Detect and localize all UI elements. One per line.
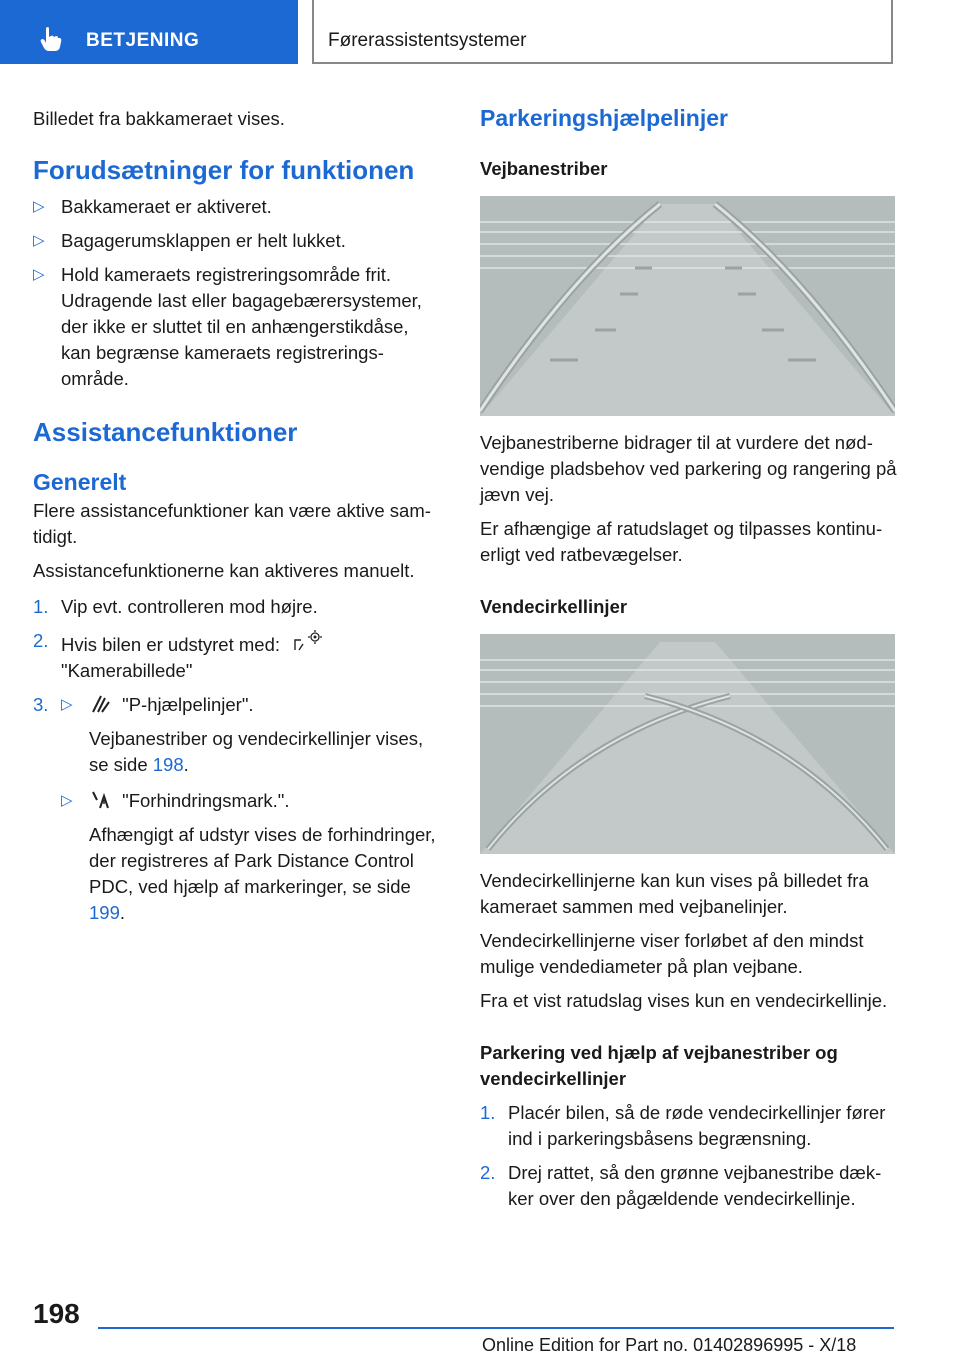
hand-pointer-icon	[40, 26, 62, 52]
sub-item-body	[89, 726, 443, 778]
lane-lines-image	[480, 196, 895, 416]
triangle-bullet-icon: ▷	[33, 198, 45, 215]
step-text	[61, 628, 443, 684]
camera-image-icon	[291, 628, 325, 654]
step-1	[33, 594, 443, 620]
turning-circle-text-3: Fra et vist ratudslag vises kun en vendecirkellinje.	[480, 990, 888, 1011]
parking-guides-heading: Parkeringshjælpelinjer	[480, 105, 728, 131]
step-3	[33, 692, 443, 926]
turning-circle-subheading: Vendecirkellinjer	[480, 596, 628, 617]
sub-item	[61, 692, 443, 778]
lane-lines-subheading: Vejbanestriber	[480, 158, 608, 179]
left-column	[33, 100, 443, 926]
list-item-text: Bakkameraet er aktiveret.	[61, 196, 272, 217]
step-number: 1.	[33, 596, 49, 617]
turning-circle-text-2: Vendecirkellinjerne viser forløbet af den mindst mulige vendediameter på plan vejbane.	[480, 930, 864, 977]
step-text-b: "Kamerabillede"	[61, 660, 193, 681]
step-number: 3.	[33, 694, 49, 715]
step-text-a: Hvis bilen er udstyret med:	[61, 634, 281, 655]
turning-circle-text-1: Vendecirkellinjerne kan kun vises på billedet fra kameraet sammen med vejbanelinjer.	[480, 870, 869, 917]
turning-circle-image	[480, 634, 895, 854]
sub-item-body	[89, 822, 443, 926]
edition-text: Online Edition for Part no. 01402896995 - X/18	[482, 1335, 857, 1355]
step-text: Vip evt. controlleren mod højre.	[61, 596, 318, 617]
parking-procedure-subheading: Parkering ved hjælp af vejbanestriber og vendecirkellinjer	[480, 1042, 838, 1089]
list-item	[33, 194, 443, 220]
sub-item	[61, 788, 443, 926]
parking-lines-icon	[89, 692, 111, 714]
sub-item-body-text: Vejbanestriber og vendecirkellinjer vises, se side	[89, 728, 424, 775]
step-number: 1.	[480, 1102, 496, 1123]
intro-text: Billedet fra bakkameraet vises.	[33, 108, 285, 129]
general-text-1: Flere assistancefunktioner kan være aktive samtidigt.	[33, 500, 431, 547]
lane-lines-text-2: Er afhængige af ratudslaget og tilpasses kontinuerligt ved ratbevægelser.	[480, 518, 883, 565]
list-item	[33, 228, 443, 254]
step-number: 2.	[33, 630, 49, 651]
sub-item-label-text: "Forhindringsmark.".	[122, 790, 290, 811]
footer-rule	[98, 1327, 894, 1329]
procedure-step-2	[480, 1160, 898, 1212]
lane-lines-text-1: Vejbanestriberne bidrager til at vurdere det nødvendige pladsbehov ved parkering og rangering på jævn vej.	[480, 432, 897, 505]
sub-item-label	[89, 692, 443, 718]
section-tab	[0, 0, 298, 64]
assist-heading: Assistancefunktioner	[33, 417, 298, 447]
page-number: 198	[33, 1298, 80, 1329]
obstacle-marking-icon	[89, 788, 111, 810]
page-link[interactable]: 198	[152, 754, 184, 775]
sub-item-body-text: Afhængigt af udstyr vises de forhindringer, der registreres af Park Distance Control PDC, ved hjælp af markeringer, se side	[89, 824, 436, 897]
sub-item-label-text: "P-hjælpelinjer".	[122, 694, 254, 715]
section-label: BETJENING	[86, 30, 200, 51]
step-number: 2.	[480, 1162, 496, 1183]
step-text: Placér bilen, så de røde vendecirkellinjer fører ind i parkeringsbåsens begrænsning.	[508, 1102, 886, 1149]
procedure-step-1	[480, 1100, 898, 1152]
prereq-heading: Forudsætninger for funktionen	[33, 155, 415, 185]
sub-item-body-end: .	[119, 902, 126, 923]
chapter-title-box	[312, 0, 893, 64]
sub-item-body-end: .	[183, 754, 189, 775]
triangle-bullet-icon: ▷	[61, 696, 73, 713]
step-2	[33, 628, 443, 684]
general-heading: Generelt	[33, 469, 127, 495]
triangle-bullet-icon: ▷	[33, 266, 45, 283]
right-column	[480, 100, 898, 1212]
list-item-text: Hold kameraets registreringsområde frit. Udragende last eller bagagebærersystemer, der ikke er sluttet til en anhængerstikdåse, kan begrænse kameraets registreringsområde.	[61, 264, 422, 389]
chapter-title: Førerassistentsystemer	[328, 30, 527, 51]
page-link[interactable]: 199	[89, 902, 120, 923]
step-text: Drej rattet, så den grønne vejbanestribe dækker over den pågældende vendecirkellinje.	[508, 1162, 882, 1209]
triangle-bullet-icon: ▷	[61, 792, 73, 809]
general-text-2: Assistancefunktionerne kan aktiveres manuelt.	[33, 560, 415, 581]
triangle-bullet-icon: ▷	[33, 232, 45, 249]
list-item	[33, 262, 443, 392]
sub-item-label	[89, 788, 443, 814]
list-item-text: Bagagerumsklappen er helt lukket.	[61, 230, 346, 251]
